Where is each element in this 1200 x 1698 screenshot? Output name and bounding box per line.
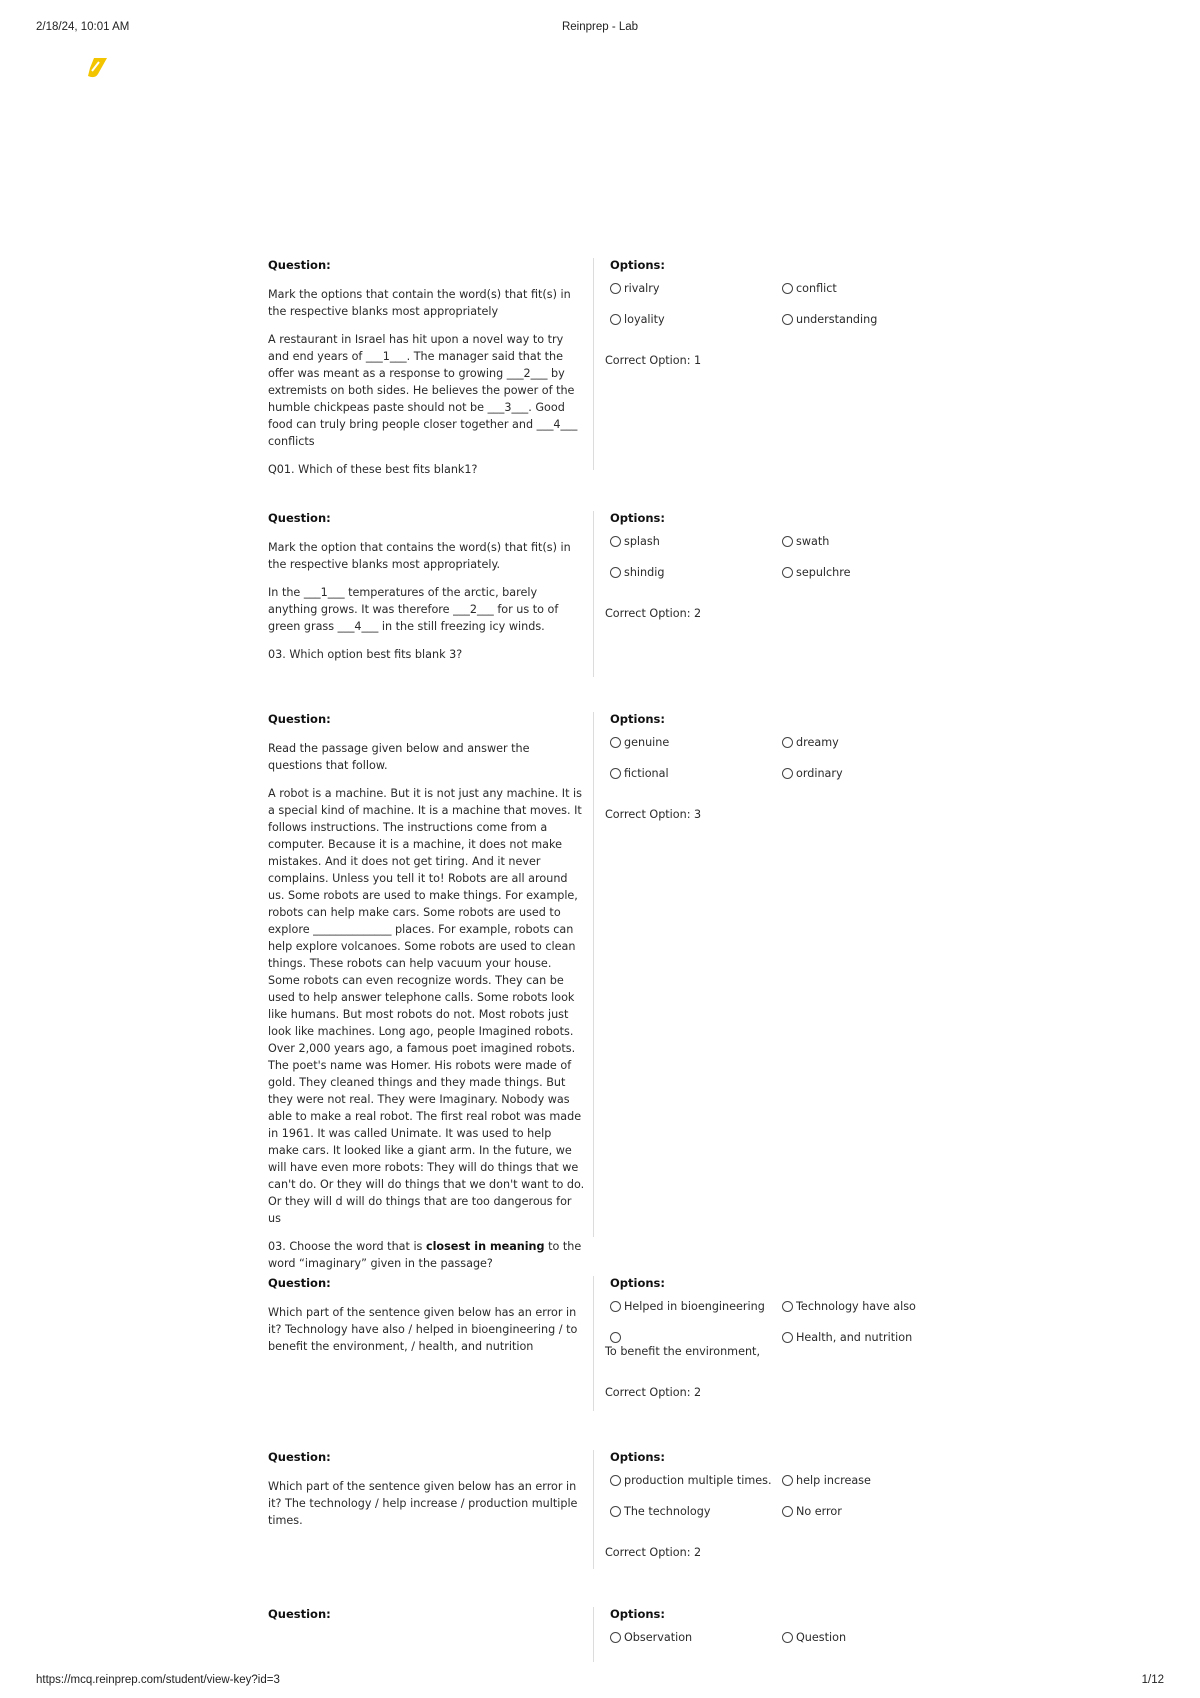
question-label: Question: [268,1607,331,1621]
print-footer [36,1674,1164,1690]
option[interactable] [605,765,777,782]
radio-icon[interactable] [610,1632,621,1643]
option[interactable] [605,1298,777,1315]
question-paragraph: 03. Which option best fits blank 3? [268,648,463,661]
print-page-title: Reinprep - Lab [561,21,639,33]
question-label: Question: [268,1276,331,1290]
prompt-text: 03. Choose the word that is [268,1240,426,1253]
question-text [268,539,593,663]
correct-option: Correct Option: 3 [605,808,702,821]
option[interactable] [777,1629,917,1646]
radio-icon[interactable] [610,1475,621,1486]
question-text [268,1304,593,1355]
option[interactable] [605,564,777,581]
radio-icon[interactable] [610,567,621,578]
options-grid [605,734,915,782]
question-paragraph: Read the passage given below and answer the questions that follow. [268,742,530,772]
options-column [605,1450,915,1561]
option-label: shindig [624,566,665,579]
print-header [36,21,1164,37]
option[interactable] [777,1503,917,1520]
option[interactable] [777,280,917,297]
option[interactable] [777,734,917,751]
option-label: Technology have also [796,1300,916,1313]
question-paragraph: Mark the option that contains the word(s) that fit(s) in the respective blanks most appropriately. [268,541,571,571]
radio-icon[interactable] [782,1475,793,1486]
option-label: The technology [624,1505,711,1518]
question-label: Question: [268,511,331,525]
question-paragraph: In the ___1___ temperatures of the arctic, barely anything grows. It was therefore ___2___ for us to of green grass ___4___ in the still freezing icy winds. [268,586,559,633]
question-label: Question: [268,712,331,726]
option-label: loyality [624,313,665,326]
options-label: Options: [610,1607,665,1621]
option[interactable] [605,1629,777,1646]
options-column [605,712,915,823]
question-paragraph: Q01. Which of these best fits blank1? [268,463,478,476]
prompt-text: to the word “imaginary” given in the passage? [268,1240,582,1270]
question-label: Question: [268,1450,331,1464]
radio-icon[interactable] [610,1332,621,1343]
radio-icon[interactable] [782,1301,793,1312]
radio-icon[interactable] [782,1332,793,1343]
question-column [268,1450,594,1569]
question-paragraph: A robot is a machine. But it is not just any machine. It is a special kind of machine. It is a machine that moves. It follows instructions. The instructions come from a computer. Because it is a machine, it does not make mistakes. And it does not get tiring. And it never complains. Unless you tell it to! Robots are all around us. Some robots are used to make things. For example, robots can help make cars. Some robots are used to explore ______________ places. For example, robots can help explore volcanoes. Some robots are used to clean things. These robots can help vacuum your house. Some robots can even recognize words. They can be used to help answer telephone calls. Some robots look like humans. But most robots do not. Most robots just look like machines. Long ago, people Imagined robots. Over 2,000 years ago, a famous poet imagined robots. The poet's name was Homer. His robots were made of gold. They cleaned things and they made things. But they were not real. They were Imaginary. Nobody was able to make a real robot. The first real robot was made in 1961. It was called Unimate. It was used to help make cars. It looked like a giant arm. In the future, we will have even more robots: They will do things that we can't do. Or they will do things that we don't want to do. Or they will d will do things that are too dangerous for us [268,787,585,1225]
options-column [605,258,915,369]
option-label: No error [796,1505,842,1518]
option-label: swath [796,535,830,548]
question-column [268,1276,594,1411]
radio-icon[interactable] [610,768,621,779]
radio-icon[interactable] [610,283,621,294]
option-label: production multiple times. [624,1474,772,1487]
options-label: Options: [610,1450,665,1464]
radio-icon[interactable] [610,737,621,748]
options-label: Options: [610,712,665,726]
question-paragraph: Which part of the sentence given below has an error in it? The technology / help increase / production multiple times. [268,1480,578,1527]
option[interactable] [777,1329,917,1360]
correct-option: Correct Option: 2 [605,1546,702,1559]
options-column [605,1607,915,1646]
radio-icon[interactable] [610,314,621,325]
option[interactable] [605,533,777,550]
question-column [268,258,594,476]
question-label: Question: [268,258,331,272]
correct-option: Correct Option: 1 [605,354,702,367]
option[interactable] [605,311,777,328]
option-label: Health, and nutrition [796,1331,913,1344]
radio-icon[interactable] [782,768,793,779]
question-paragraph: A restaurant in Israel has hit upon a novel way to try and end years of ___1___. The manager said that the offer was meant as a response to growing ___2___ by extremists on both sides. He believes the power of the humble chickpeas paste should not be ___3___. Good food can truly bring people closer together and ___4___ conflicts [268,333,578,448]
options-grid [605,533,915,581]
reinprep-logo-icon [86,56,108,80]
options-grid [605,1298,915,1360]
question-text [268,286,593,478]
option-label: sepulchre [796,566,851,579]
option-label: fictional [624,767,669,780]
page-url: https://mcq.reinprep.com/student/view-key?id=3 [36,1674,280,1686]
question-column [268,1607,594,1662]
question-paragraph: Mark the options that contain the word(s) that fit(s) in the respective blanks most appropriately [268,288,571,318]
option-label: conflict [796,282,837,295]
radio-icon[interactable] [782,737,793,748]
correct-option: Correct Option: 2 [605,1386,702,1399]
option[interactable] [777,564,917,581]
option-label: rivalry [624,282,660,295]
options-grid [605,1472,915,1520]
option[interactable] [605,734,777,751]
question-column [268,511,594,677]
page-number: 1/12 [1141,1674,1164,1686]
option-label: splash [624,535,660,548]
option-label: dreamy [796,736,839,749]
option-label: understanding [796,313,878,326]
question-paragraph: Which part of the sentence given below has an error in it? Technology have also / helped in bioengineering / to benefit the environment, / health, and nutrition [268,1306,578,1353]
radio-icon[interactable] [610,1506,621,1517]
option[interactable] [777,533,917,550]
option[interactable] [605,1329,777,1360]
option[interactable] [777,1298,917,1315]
radio-icon[interactable] [782,536,793,547]
option-label: Question [796,1631,847,1644]
options-label: Options: [610,511,665,525]
option[interactable] [605,1503,777,1520]
question-text [268,740,593,1272]
question-prompt [268,1238,593,1272]
option-label: To benefit the environment, [605,1345,761,1358]
radio-icon[interactable] [610,536,621,547]
radio-icon[interactable] [782,1506,793,1517]
radio-icon[interactable] [610,1301,621,1312]
option[interactable] [777,1472,917,1489]
prompt-emphasis: closest in meaning [425,1240,545,1253]
radio-icon[interactable] [782,283,793,294]
options-label: Options: [610,258,665,272]
options-label: Options: [610,1276,665,1290]
options-column [605,511,915,622]
radio-icon[interactable] [782,567,793,578]
option-label: help increase [796,1474,871,1487]
option[interactable] [777,311,917,328]
option-label: Helped in bioengineering [624,1300,765,1313]
options-grid [605,280,915,328]
correct-option: Correct Option: 2 [605,607,702,620]
option[interactable] [605,1472,777,1489]
option-label: genuine [624,736,670,749]
option-label: Observation [624,1631,693,1644]
options-grid [605,1629,915,1646]
radio-icon[interactable] [782,314,793,325]
question-text [268,1478,593,1529]
radio-icon[interactable] [782,1632,793,1643]
option-label: ordinary [796,767,843,780]
option[interactable] [777,765,917,782]
print-date: 2/18/24, 10:01 AM [36,21,130,33]
question-column [268,712,594,1270]
option[interactable] [605,280,777,297]
options-column [605,1276,915,1401]
